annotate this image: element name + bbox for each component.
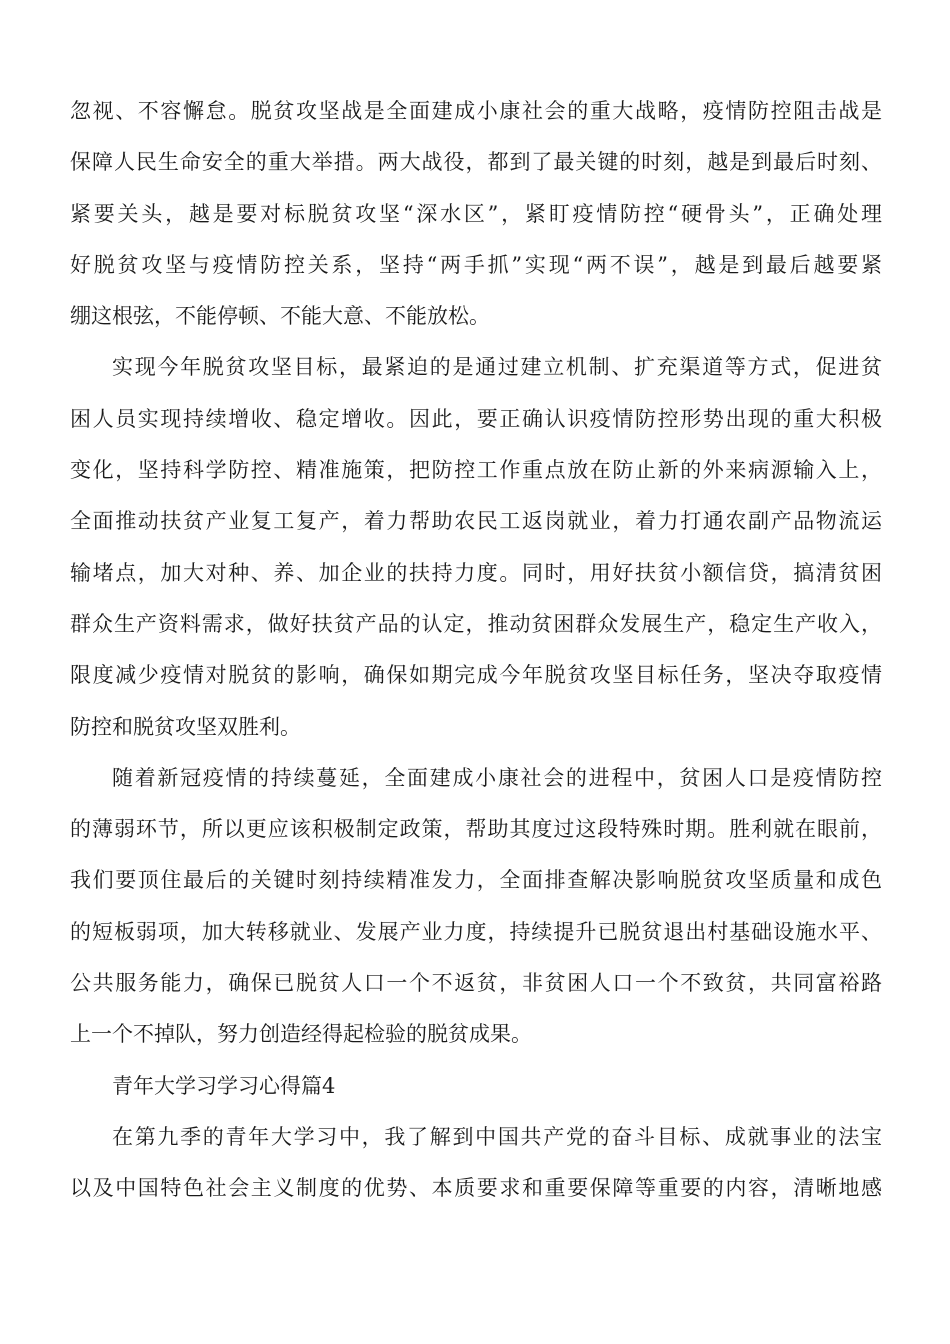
text-line: 群众生产资料需求，做好扶贫产品的认定，推动贫困群众发展生产，稳定生产收入， — [70, 611, 882, 636]
text-line: 绷这根弦，不能停顿、不能大意、不能放松。 — [70, 304, 490, 329]
text-line: 保障人民生命安全的重大举措。两大战役，都到了最关键的时刻，越是到最后时刻、 — [70, 150, 882, 175]
paragraph-3 — [70, 753, 882, 1061]
text-line: 变化，坚持科学防控、精准施策，把防控工作重点放在防止新的外来病源输入上， — [70, 458, 882, 483]
text-line: 好脱贫攻坚与疫情防控关系，坚持“两手抓”实现“两不误”，越是到最后越要紧 — [70, 252, 882, 277]
text-line: 的短板弱项，加大转移就业、发展产业力度，持续提升已脱贫退出村基础设施水平、 — [70, 919, 882, 944]
text-line: 我们要顶住最后的关键时刻持续精准发力，全面排查解决影响脱贫攻坚质量和成色 — [70, 868, 882, 893]
paragraph-4 — [70, 1112, 882, 1215]
text-line: 忽视、不容懈怠。脱贫攻坚战是全面建成小康社会的重大战略，疫情防控阻击战是 — [70, 99, 882, 123]
text-line: 上一个不掉队，努力创造经得起检验的脱贫成果。 — [70, 1022, 532, 1047]
text-line: 实现今年脱贫攻坚目标，最紧迫的是通过建立机制、扩充渠道等方式，促进贫 — [112, 355, 882, 380]
text-line: 输堵点，加大对种、养、加企业的扶持力度。同时，用好扶贫小额信贷，搞清贫困 — [70, 560, 882, 585]
text-line: 公共服务能力，确保已脱贫人口一个不返贫，非贫困人口一个不致贫，共同富裕路 — [70, 971, 882, 996]
text-line: 限度减少疫情对脱贫的影响，确保如期完成今年脱贫攻坚目标任务，坚决夺取疫情 — [70, 663, 882, 688]
paragraph-1 — [70, 86, 882, 342]
heading-text: 青年大学习学习心得篇4 — [112, 1073, 336, 1098]
text-line: 以及中国特色社会主义制度的优势、本质要求和重要保障等重要的内容，清晰地感 — [70, 1176, 882, 1201]
paragraph-2 — [70, 342, 882, 752]
text-line: 困人员实现持续增收、稳定增收。因此，要正确认识疫情防控形势出现的重大积极 — [70, 406, 882, 431]
text-line: 的薄弱环节，所以更应该积极制定政策，帮助其度过这段特殊时期。胜利就在眼前， — [70, 817, 882, 842]
text-line: 随着新冠疫情的持续蔓延，全面建成小康社会的进程中，贫困人口是疫情防控 — [112, 765, 882, 790]
text-line: 全面推动扶贫产业复工复产，着力帮助农民工返岗就业，着力打通农副产品物流运 — [70, 509, 882, 534]
text-line: 防控和脱贫攻坚双胜利。 — [70, 714, 301, 739]
section-heading — [70, 1061, 882, 1112]
document-body — [70, 86, 882, 1215]
text-line: 紧要关头，越是要对标脱贫攻坚“深水区”，紧盯疫情防控“硬骨头”，正确处理 — [70, 201, 882, 226]
text-line: 在第九季的青年大学习中，我了解到中国共产党的奋斗目标、成就事业的法宝 — [112, 1124, 882, 1149]
